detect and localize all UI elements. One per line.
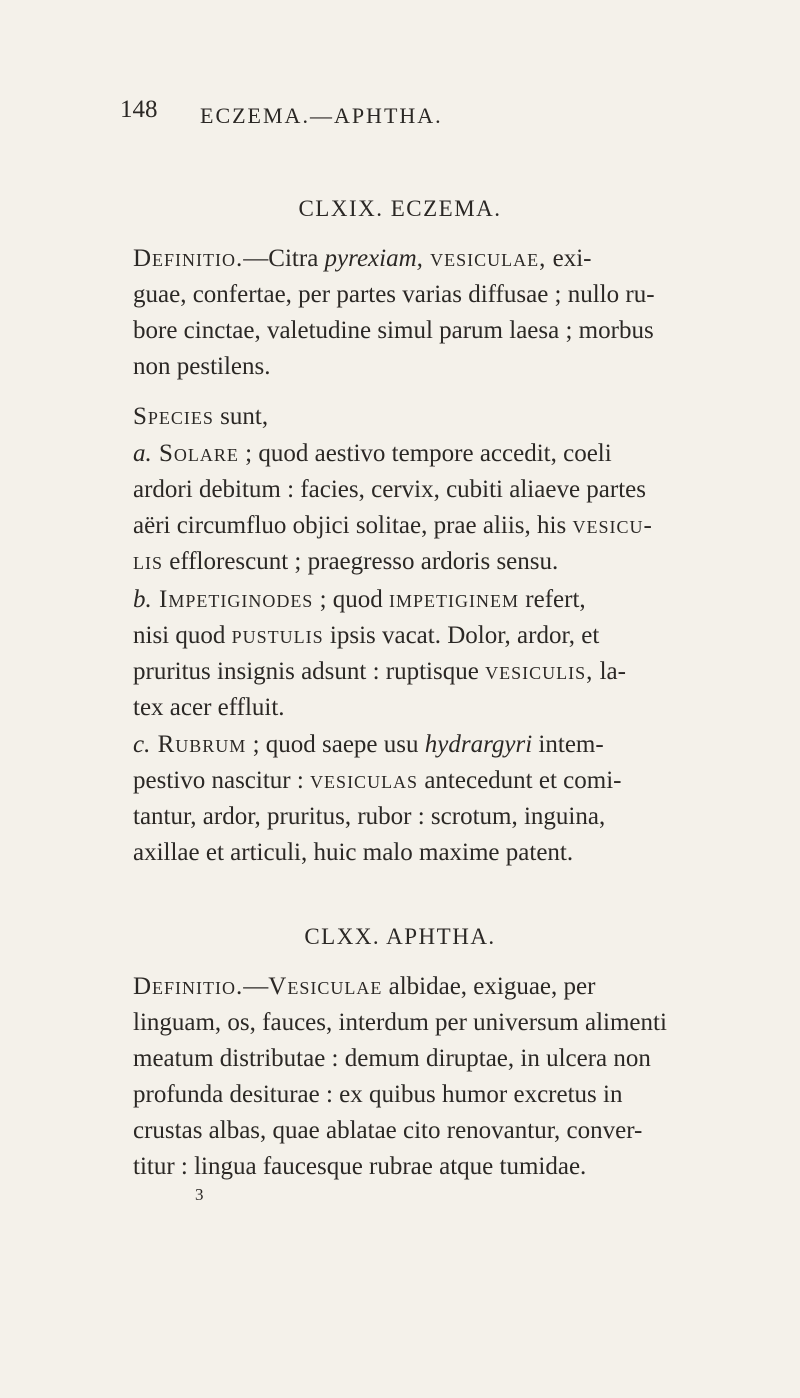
smallcaps-term: Impetiginodes bbox=[151, 586, 314, 613]
text-span: pestivo nascitur : bbox=[133, 767, 311, 794]
text-line bbox=[133, 974, 595, 999]
text-line bbox=[133, 732, 604, 757]
text-line bbox=[133, 513, 653, 538]
text-span: exi- bbox=[546, 245, 592, 272]
text-span: refert, bbox=[519, 586, 586, 613]
text-span: ; quod saepe usu bbox=[246, 731, 425, 758]
smallcaps-term: vesicu- bbox=[572, 512, 653, 539]
text-line: bore cinctae, valetudine simul parum laesa ; morbus bbox=[133, 317, 654, 344]
smallcaps-term: Rubrum bbox=[150, 731, 247, 758]
text-line: tex acer effluit. bbox=[133, 694, 285, 721]
text-span: — bbox=[243, 973, 269, 1000]
italic-term: hydrargyri bbox=[424, 731, 533, 758]
item-letter: c. bbox=[133, 731, 151, 758]
smallcaps-term: Vesiculae bbox=[268, 973, 383, 1000]
italic-term: pyrexiam, bbox=[324, 245, 423, 272]
text-span: —Citra bbox=[243, 245, 325, 272]
text-line bbox=[133, 441, 612, 466]
smallcaps-term: lis bbox=[133, 548, 163, 575]
definitio-label: Definitio. bbox=[133, 245, 244, 272]
text-span: antecedunt et comi- bbox=[418, 767, 622, 794]
page-number: 148 bbox=[120, 96, 158, 123]
text-span: ; quod bbox=[313, 586, 390, 613]
text-line bbox=[133, 404, 268, 429]
running-head: ECZEMA.—APHTHA. bbox=[200, 103, 443, 128]
signature-mark: 3 bbox=[195, 1185, 204, 1204]
smallcaps-term: vesiculas bbox=[310, 767, 419, 794]
text-line bbox=[133, 549, 558, 574]
text-span: sunt, bbox=[213, 403, 269, 430]
text-span: la- bbox=[593, 658, 626, 685]
text-line bbox=[133, 587, 586, 612]
text-line: crustas albas, quae ablatae cito renovantur, conver- bbox=[133, 1117, 643, 1144]
text-span: albidae, exiguae, per bbox=[382, 973, 596, 1000]
text-line: non pestilens. bbox=[133, 353, 271, 380]
text-span: intem- bbox=[532, 731, 604, 758]
text-span: pruritus insignis adsunt : ruptisque bbox=[133, 658, 486, 685]
smallcaps-term: Solare bbox=[151, 440, 239, 467]
section-heading-aphtha: CLXX. APHTHA. bbox=[304, 924, 496, 949]
text-line: meatum distributae : demum diruptae, in ulcera non bbox=[133, 1045, 651, 1072]
species-label: Species bbox=[133, 403, 214, 430]
text-line: tantur, ardor, pruritus, rubor : scrotum, inguina, bbox=[133, 803, 606, 830]
text-line bbox=[133, 659, 626, 684]
text-line: titur : lingua faucesque rubrae atque tumidae. bbox=[133, 1153, 587, 1180]
text-line bbox=[133, 768, 621, 793]
text-span: nisi quod bbox=[133, 622, 232, 649]
definitio-label: Definitio. bbox=[133, 973, 244, 1000]
text-line: profunda desiturae : ex quibus humor excretus in bbox=[133, 1081, 623, 1108]
text-line: guae, confertae, per partes varias diffusae ; nullo ru- bbox=[133, 281, 655, 308]
smallcaps-term: vesiculae, bbox=[422, 245, 547, 272]
text-span: efflorescunt ; praegresso ardoris sensu. bbox=[163, 548, 559, 575]
text-line: axillae et articuli, huic malo maxime patent. bbox=[133, 839, 574, 866]
section-heading-eczema: CLXIX. ECZEMA. bbox=[298, 196, 502, 221]
text-line: ardori debitum : facies, cervix, cubiti aliaeve partes bbox=[133, 476, 646, 503]
text-line bbox=[133, 246, 592, 271]
smallcaps-term: pustulis bbox=[231, 622, 324, 649]
text-span: aëri circumfluo objici solitae, prae aliis, his bbox=[133, 512, 573, 539]
item-letter: a. bbox=[133, 440, 152, 467]
item-letter: b. bbox=[133, 586, 152, 613]
text-line: linguam, os, fauces, interdum per universum alimenti bbox=[133, 1009, 667, 1036]
smallcaps-term: vesiculis, bbox=[485, 658, 594, 685]
text-span: ipsis vacat. Dolor, ardor, et bbox=[323, 622, 600, 649]
smallcaps-term: impetiginem bbox=[389, 586, 520, 613]
text-span: ; quod aestivo tempore accedit, coeli bbox=[238, 440, 612, 467]
text-line bbox=[133, 623, 599, 648]
